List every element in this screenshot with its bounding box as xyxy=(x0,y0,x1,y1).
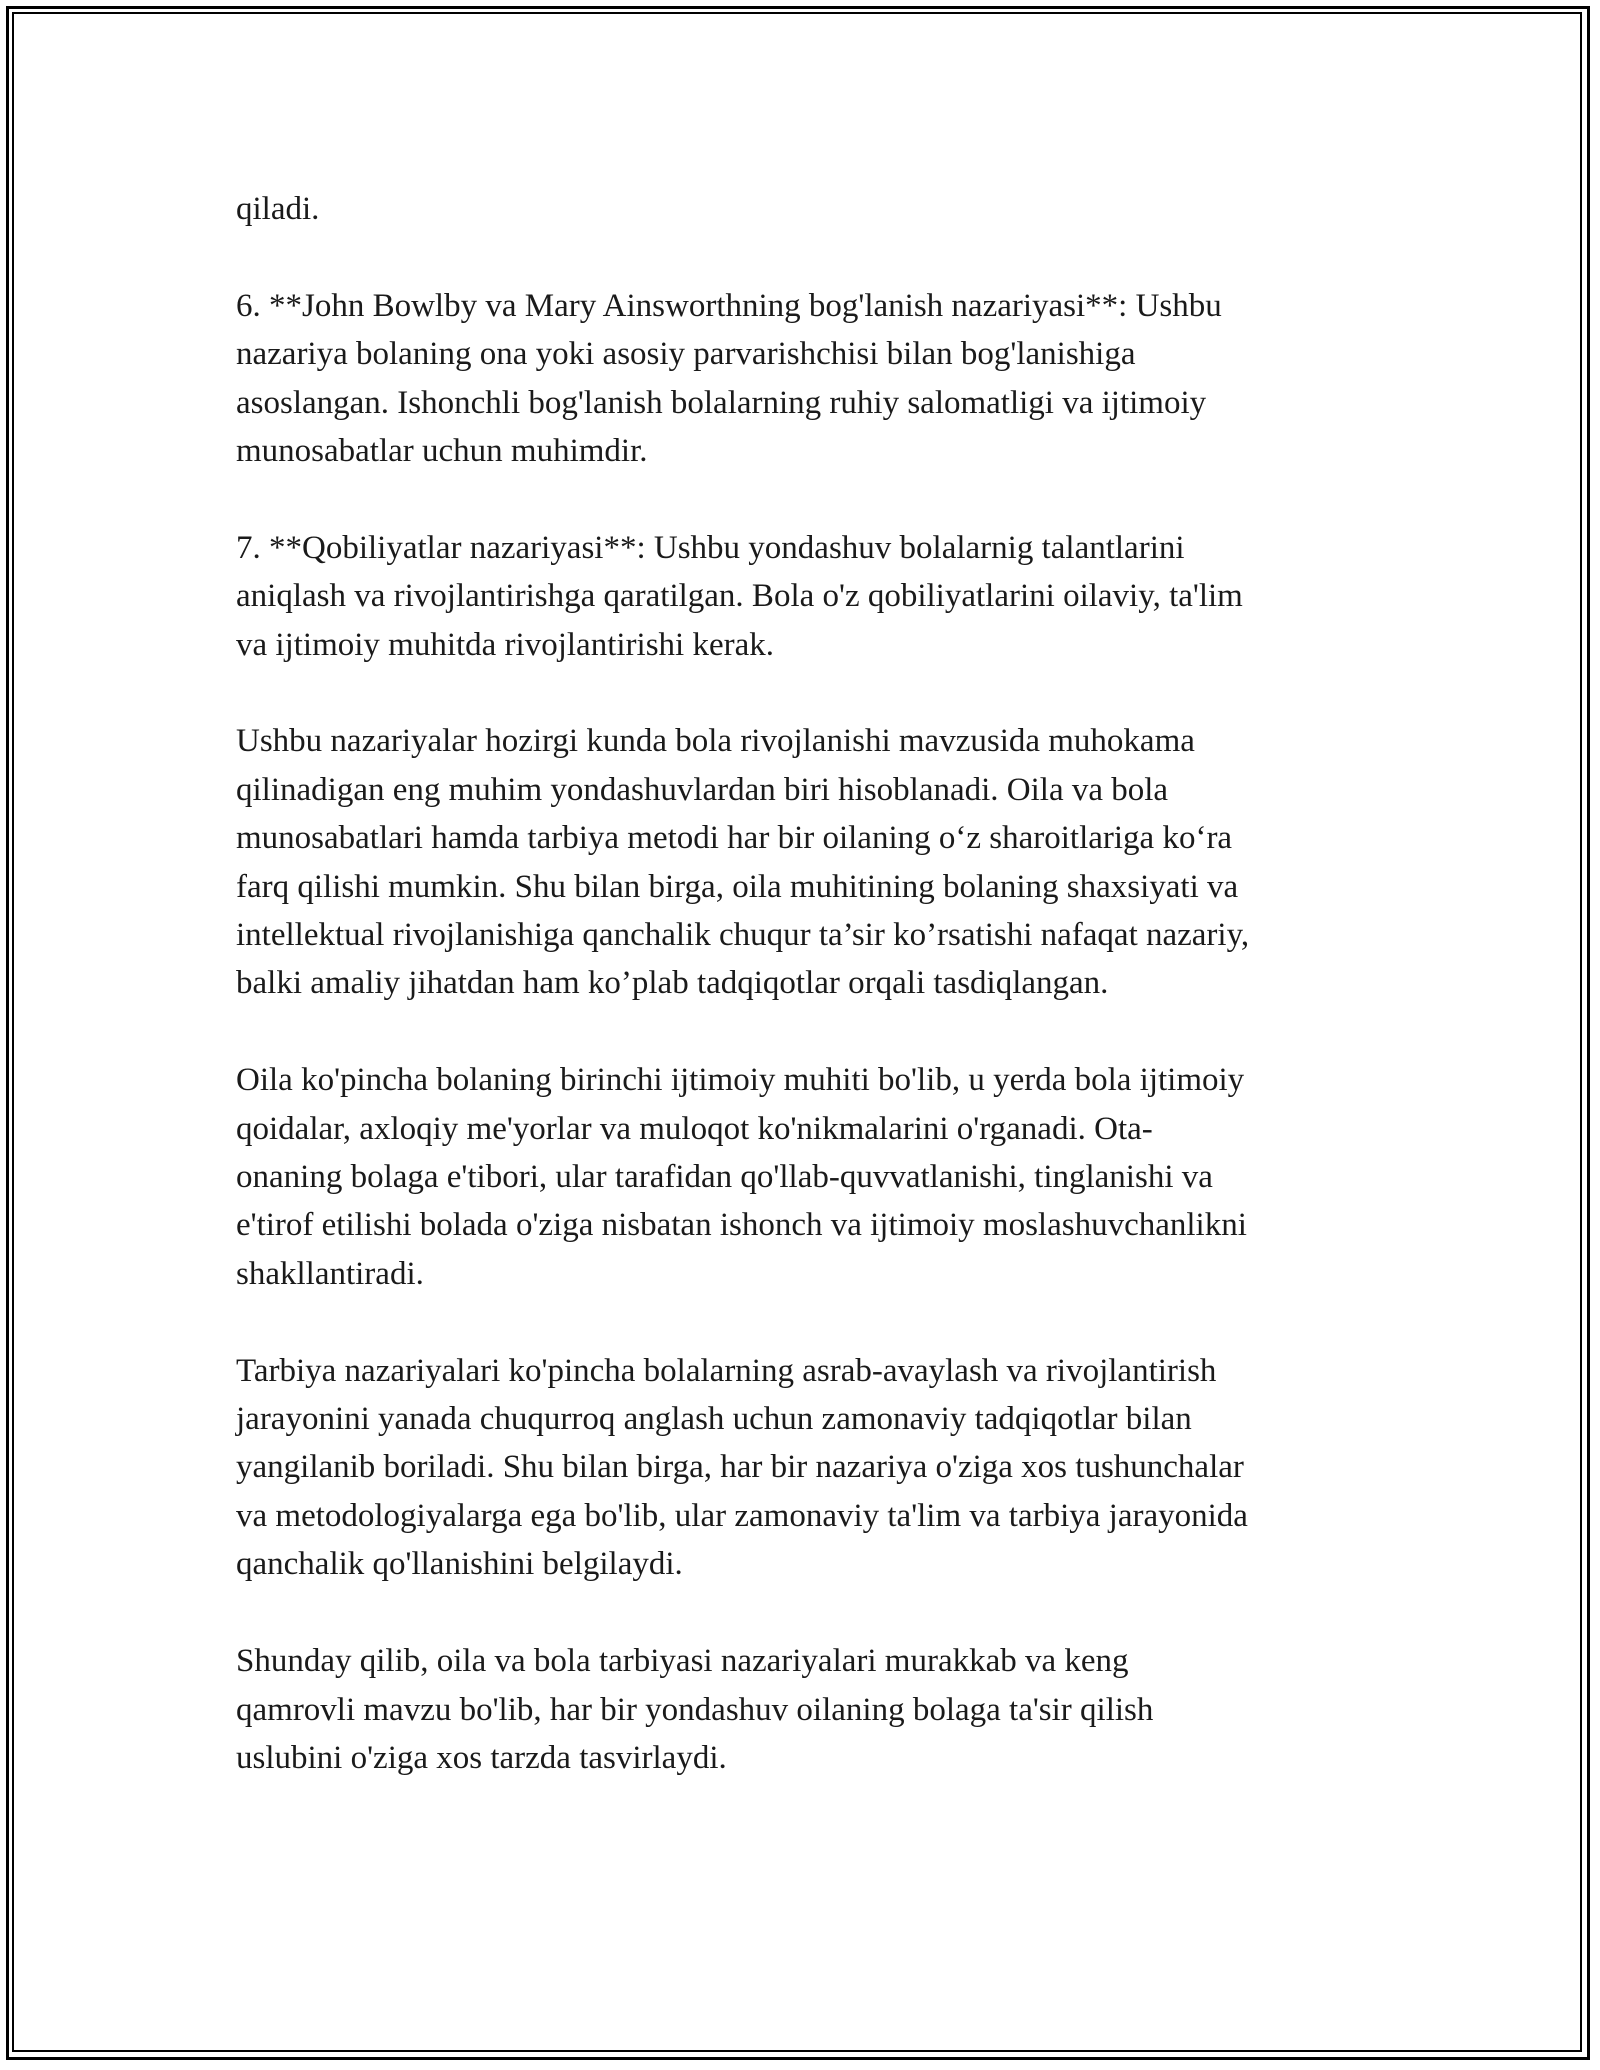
paragraph-abilities-theory: 7. **Qobiliyatlar nazariyasi**: Ushbu yondashuv bolalarnig talantlarini aniqlash va rivojlantirishga qaratilgan. Bola o'z qobiliyatlarini oilaviy, ta'lim va ijtimoiy muhitda rivojlantirishi kerak. xyxy=(236,529,1243,663)
paragraph-upbringing-theories: Tarbiya nazariyalari ko'pincha bolalarning asrab-avaylash va rivojlantirish jarayonini yanada chuqurroq anglash uchun zamonaviy tadqiqotlar bilan yangilanib boriladi. Shu bilan birga, har bir nazariya o'ziga xos tushunchalar va metodologiyalarga ega bo'lib, ular zamonaviy ta'lim va tarbiya jarayonida qanchalik qo'llanishini belgilaydi. xyxy=(236,1352,1248,1583)
paragraph-bowlby-ainsworth-theory: 6. **John Bowlby va Mary Ainsworthning bog'lanish nazariyasi**: Ushbu nazariya bolaning ona yoki asosiy parvarishchisi bilan bog'lanishiga asoslangan. Ishonchli bog'lanish bolalarning ruhiy salomatligi va ijtimoiy munosabatlar uchun muhimdir. xyxy=(236,287,1222,470)
document-body xyxy=(236,185,1376,1831)
paragraph-family-social-environment: Oila ko'pincha bolaning birinchi ijtimoiy muhiti bo'lib, u yerda bola ijtimoiy qoidalar, axloqiy me'yorlar va muloqot ko'nikmalarini o'rganadi. Ota- onaning bolaga e'tibori, ular tarafidan qo'llab-quvvatlanishi, tinglanishi va e'tirof etilishi bolada o'ziga nisbatan ishonch va ijtimoiy moslashuvchanlikni shakllantiradi. xyxy=(236,1062,1247,1292)
paragraph-theories-overview: Ushbu nazariyalar hozirgi kunda bola rivojlanishi mavzusida muhokama qilinadigan eng muhim yondashuvlardan biri hisoblanadi. Oila va bola munosabatlari hamda tarbiya metodi har bir oilaning o‘z sharoitlariga ko‘ra farq qilishi mumkin. Shu bilan birga, oila muhitining bolaning shaxsiyati va intellektual rivojlanishiga qanchalik chuqur ta’sir ko’rsatishi nafaqat nazariy, balki amaliy jihatdan ham ko’plab tadqiqotlar orqali tasdiqlangan. xyxy=(236,723,1250,1002)
paragraph-continuation: qiladi. xyxy=(236,191,320,227)
paragraph-conclusion: Shunday qilib, oila va bola tarbiyasi nazariyalari murakkab va keng qamrovli mavzu bo'lib, har bir yondashuv oilaning bolaga ta'sir qilish uslubini o'ziga xos tarzda tasvirlaydi. xyxy=(236,1643,1154,1776)
